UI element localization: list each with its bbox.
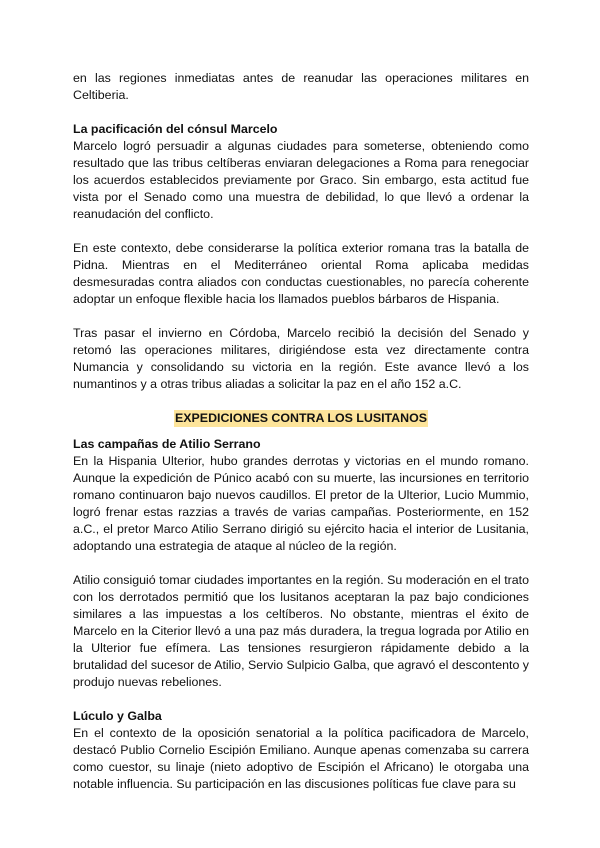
heading-luculo-galba: Lúculo y Galba — [73, 709, 162, 723]
continuation-paragraph: en las regiones inmediatas antes de reanudar las operaciones militares en Celtiberia. — [73, 71, 529, 102]
heading-atilio-serrano: Las campañas de Atilio Serrano — [73, 437, 261, 451]
paragraph: En la Hispania Ulterior, hubo grandes derrotas y victorias en el mundo romano. Aunque la expedición de Púnico acabó con su muerte, las incursiones en territorio romano continuaron bajo nuevos caudillos. El pretor de la Ulterior, Lucio Mummio, logró frenar estas razzias a través de varias campañas. Posteriormente, en 152 a.C., el pretor Marco Atilio Serrano dirigió su ejército hacia el interior de Lusitania, adoptando una estrategia de ataque al núcleo de la región. — [73, 454, 529, 553]
paragraph: Marcelo logró persuadir a algunas ciudades para someterse, obteniendo como resultado que las tribus celtíberas enviaran delegaciones a Roma para renegociar los acuerdos establecidos previamente por Graco. Sin embargo, esta actitud fue vista por el Senado como una muestra de debilidad, lo que llevó a ordenar la reanudación del conflicto. — [73, 139, 529, 221]
document-body — [73, 70, 529, 793]
section-title-row — [73, 410, 529, 427]
paragraph: Atilio consiguió tomar ciudades importantes en la región. Su moderación en el trato con los derrotados permitió que los lusitanos aceptaran la paz bajo condiciones similares a las impuestas a los celtíberos. No obstante, mientras el éxito de Marcelo en la Citerior llevó a una paz más duradera, la tregua lograda por Atilio en la Ulterior fue efímera. Las tensiones resurgieron rápidamente debido a la brutalidad del sucesor de Atilio, Servio Sulpicio Galba, que agravó el descontento y produjo nuevas rebeliones. — [73, 573, 529, 689]
paragraph: Tras pasar el invierno en Córdoba, Marcelo recibió la decisión del Senado y retomó las operaciones militares, dirigiéndose esta vez directamente contra Numancia y consolidando su victoria en la región. Este avance llevó a los numantinos y a otras tribus aliadas a solicitar la paz en el año 152 a.C. — [73, 326, 529, 391]
heading-pacificacion: La pacificación del cónsul Marcelo — [73, 122, 278, 136]
section-title-lusitanos: EXPEDICIONES CONTRA LOS LUSITANOS — [175, 411, 427, 425]
paragraph: En el contexto de la oposición senatorial a la política pacificadora de Marcelo, destacó Publio Cornelio Escipión Emiliano. Aunque apenas comenzaba su carrera como cuestor, su linaje (nieto adoptivo de Escipión el Africano) le otorgaba una notable influencia. Su participación en las discusiones políticas fue clave para su — [73, 726, 529, 791]
paragraph: En este contexto, debe considerarse la política exterior romana tras la batalla de Pidna. Mientras en el Mediterráneo oriental Roma aplicaba medidas desmesuradas contra aliados con conductas cuestionables, no parecía coherente adoptar un enfoque flexible hacia los llamados pueblos bárbaros de Hispania. — [73, 241, 529, 306]
